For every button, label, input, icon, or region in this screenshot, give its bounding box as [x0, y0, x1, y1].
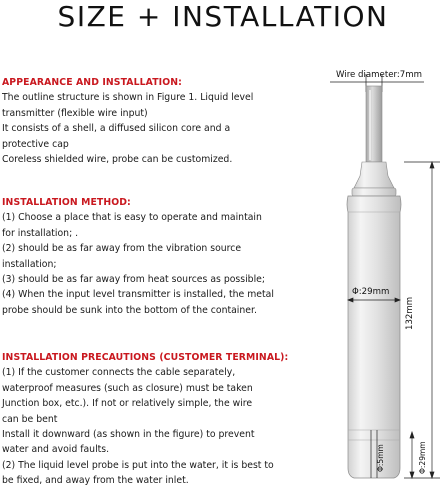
appearance-heading: APPEARANCE AND INSTALLATION: [2, 77, 182, 88]
appearance-line: Coreless shielded wire, probe can be customized. [2, 154, 233, 166]
method-line: probe should be sunk into the bottom of the container. [2, 304, 257, 316]
precautions-heading: INSTALLATION PRECAUTIONS (CUSTOMER TERMINAL): [2, 352, 289, 363]
probe-body [347, 196, 401, 478]
method-line: installation; [2, 258, 57, 270]
method-heading: INSTALLATION METHOD: [2, 197, 131, 208]
appearance-line: protective cap [2, 138, 69, 150]
appearance-line: transmitter (flexible wire input) [2, 107, 148, 119]
cable-gland [354, 162, 394, 188]
precautions-line: water and avoid faults. [2, 444, 110, 456]
precautions-line: (1) If the customer connects the cable separately, [2, 367, 236, 379]
precautions-line: be fixed, and away from the water inlet. [2, 475, 189, 487]
appearance-line: The outline structure is shown in Figure 1. Liquid level [2, 92, 254, 104]
cable [366, 86, 382, 162]
precautions-line: Junction box, etc.). If not or relatively simple, the wire [2, 398, 253, 410]
wire-diameter-label: Wire diameter:7mm [336, 70, 422, 80]
length-label: 132mm [405, 296, 415, 330]
appearance-line: It consists of a shell, a diffused silicon core and a [2, 123, 231, 135]
method-line: (2) should be as far away from the vibration source [2, 243, 242, 255]
bottom-diameter-label: Φ:29mm [418, 441, 427, 474]
method-line: for installation; . [2, 227, 79, 239]
method-line: (3) should be as far away from heat sources as possible; [2, 274, 266, 286]
method-line: (4) When the input level transmitter is installed, the metal [2, 289, 274, 301]
body-diameter-label: Φ:29mm [352, 287, 390, 297]
bottom-diameter-dimension [410, 432, 414, 478]
precautions-line: waterproof measures (such as closure) must be taken [2, 382, 253, 394]
precautions-line: can be bent [2, 413, 58, 425]
method-line: (1) Choose a place that is easy to operate and maintain [2, 212, 262, 224]
page-title: SIZE + INSTALLATION [57, 0, 389, 33]
precautions-line: Install it downward (as shown in the figure) to prevent [2, 429, 255, 441]
precautions-line: (2) The liquid level probe is put into the water, it is best to [2, 459, 274, 471]
inner-hole-label: Φ:5mm [376, 444, 385, 472]
